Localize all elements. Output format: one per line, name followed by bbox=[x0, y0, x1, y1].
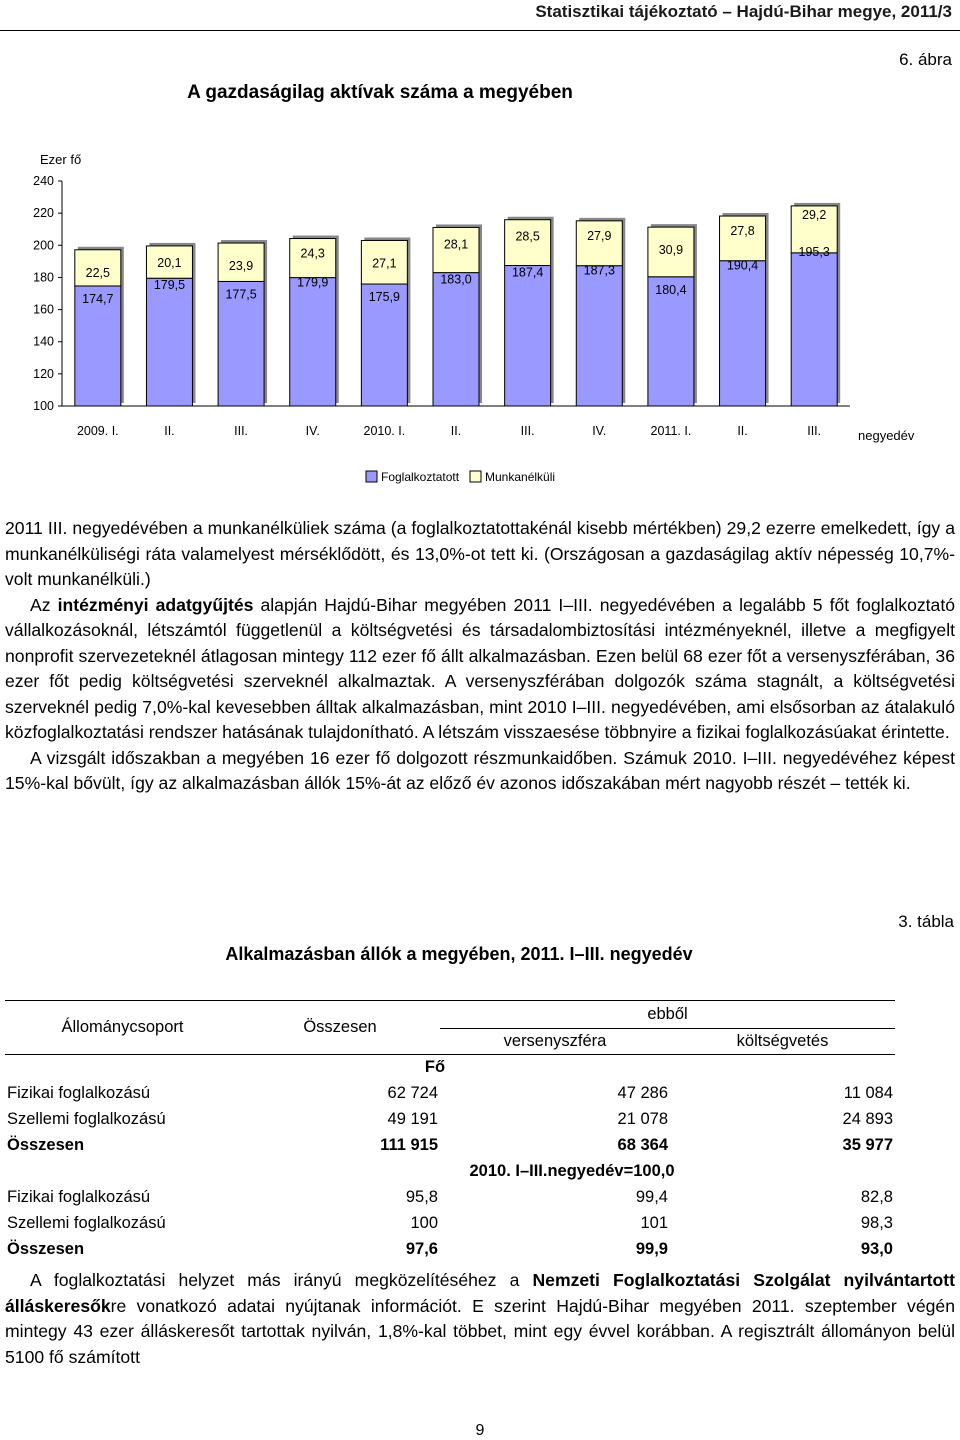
cell-koltsegvetes: 98,3 bbox=[860, 1214, 893, 1232]
data-label-munkanelkuli: 24,3 bbox=[300, 246, 325, 261]
cell-total: 111 915 bbox=[380, 1136, 438, 1154]
row-label: Fizikai foglalkozású bbox=[7, 1188, 151, 1206]
cell-koltsegvetes: 35 977 bbox=[842, 1136, 893, 1154]
data-label-munkanelkuli: 28,5 bbox=[515, 229, 540, 244]
cell-versenyszfera: 99,4 bbox=[635, 1188, 668, 1206]
data-label-foglalkoztatott: 179,5 bbox=[153, 278, 186, 293]
data-label-foglalkoztatott: 174,7 bbox=[82, 291, 114, 306]
data-label-munkanelkuli: 28,1 bbox=[443, 237, 469, 252]
x-tick-label: III. bbox=[520, 424, 535, 438]
bars bbox=[75, 203, 840, 406]
cell-versenyszfera: 47 286 bbox=[617, 1084, 668, 1102]
paragraph-unemployment: 2011 III. negyedévében a munkanélküliek száma (a foglalkoztatottakénál kisebb mértékben) 29,2 ezerre emelkedett, így a munkanélküliségi ráta valamelyest mérséklődött, és 13,0%-ot tett ki. (Országosan a gazdaságilag aktív népesség 10,7%-volt munkanélküli.) bbox=[5, 518, 955, 589]
cell-total: 97,6 bbox=[405, 1240, 438, 1258]
cell-koltsegvetes: 82,8 bbox=[860, 1188, 893, 1206]
paragraph-employment-text: alapján Hajdú-Bihar megyében 2011 I–III. negyedévében a legalább 5 főt foglalkoztató vállalkozásoknál, létszámtól függetlenül a költségvetési és társadalombiztosítási intézményeknél, illetve a megfigyelt nonprofit szervezeteknél átlagosan mintegy 112 ezer fő állt alkalmazásban. Ezen belül 68 ezer főt a versenyszférában, 36 ezer főt pedig költségvetési szerveknél alkalmaztak. A versenyszférában dolgozók száma stagnált, a költségvetési szerveknél pedig 7,0%-kal kevesebben álltak alkalmazásban, mint 2010 I–III. negyedévében, ami elsősorban az átalakuló közfoglalkoztatási rendszer hatásának tulajdonítható. A létszám visszaesése többnyire a fizikai foglalkozásúakat érintette. bbox=[5, 594, 956, 742]
data-label-foglalkoztatott: 195,3 bbox=[798, 244, 830, 259]
col-header-koltsegvetes: költségvetés bbox=[670, 1029, 895, 1055]
x-tick-label: III. bbox=[807, 424, 822, 438]
y-axis bbox=[33, 174, 62, 413]
cell-koltsegvetes: 93,0 bbox=[860, 1240, 893, 1258]
y-tick-label: 240 bbox=[33, 174, 54, 188]
bar-foglalkoztatott bbox=[433, 273, 479, 406]
bar-munkanelkuli bbox=[720, 216, 766, 261]
y-axis-label: Ezer fő bbox=[40, 152, 82, 167]
unit-label-persons: Fő bbox=[424, 1058, 446, 1077]
data-label-foglalkoztatott: 179,9 bbox=[297, 275, 329, 290]
y-tick-label: 160 bbox=[33, 302, 54, 317]
cell-total: 95,8 bbox=[405, 1188, 438, 1206]
stacked-bar-chart bbox=[0, 140, 960, 500]
paragraph-employment-lead: Az bbox=[30, 594, 58, 615]
data-label-munkanelkuli: 27,8 bbox=[730, 224, 755, 239]
row-label: Összesen bbox=[7, 1136, 85, 1154]
table-row bbox=[5, 1081, 895, 1107]
x-tick-label: II. bbox=[450, 424, 462, 438]
y-tick-label: 180 bbox=[33, 270, 54, 285]
x-tick-label: IV. bbox=[592, 424, 607, 438]
bar-foglalkoztatott bbox=[146, 278, 192, 406]
body-text-1 bbox=[5, 516, 955, 797]
cell-versenyszfera: 21 078 bbox=[617, 1110, 668, 1128]
employment-table bbox=[5, 1000, 895, 1263]
y-tick-label: 200 bbox=[33, 238, 54, 253]
paragraph-employment bbox=[5, 593, 955, 746]
cell-versenyszfera: 99,9 bbox=[635, 1240, 668, 1258]
data-label-munkanelkuli: 27,1 bbox=[372, 256, 397, 271]
cell-total: 100 bbox=[410, 1214, 438, 1232]
legend-swatch bbox=[366, 471, 377, 482]
row-label: Szellemi foglalkozású bbox=[7, 1214, 166, 1232]
cell-total: 62 724 bbox=[387, 1084, 438, 1102]
paragraph-parttime: A vizsgált időszakban a megyében 16 ezer fő dolgozott részmunkaidőben. Számuk 2010. I–III. negyedévéhez képest 15%-kal bővült, így az alkalmazásban állók 15%-át az előző év azonos időszakában mért nagyobb részét – tették ki. bbox=[5, 747, 955, 793]
y-tick-label: 220 bbox=[33, 206, 54, 221]
x-axis bbox=[62, 406, 850, 438]
legend-label: Munkanélküli bbox=[485, 470, 556, 484]
header-title: Statisztikai tájékoztató – Hajdú-Bihar megye, 2011/3 bbox=[535, 2, 952, 21]
x-tick-label: III. bbox=[234, 424, 249, 438]
table-row bbox=[5, 1211, 895, 1237]
cell-versenyszfera: 68 364 bbox=[617, 1136, 668, 1154]
body-text-2 bbox=[5, 1268, 955, 1370]
paragraph-jobseekers-text: re vonatkozó adatai nyújtanak információt. E szerint Hajdú-Bihar megyében 2011. szeptember végén mintegy 43 ezer álláskeresőt tartottak nyilván, 1,8%-kal többet, mint egy évvel korábban. A regisztrált állományon belül 5100 fő számított bbox=[5, 1295, 955, 1367]
unit-row-index bbox=[5, 1159, 895, 1185]
legend-label: Foglalkoztatott bbox=[381, 470, 460, 484]
table-row bbox=[5, 1185, 895, 1211]
paragraph-jobseekers bbox=[5, 1268, 955, 1370]
data-label-foglalkoztatott: 183,0 bbox=[440, 272, 472, 287]
y-tick-label: 100 bbox=[33, 399, 54, 413]
col-header-group: Állománycsoport bbox=[5, 1001, 240, 1055]
table-row-total bbox=[5, 1133, 895, 1159]
data-label-foglalkoztatott: 187,3 bbox=[583, 263, 615, 278]
bar-munkanelkuli bbox=[576, 221, 622, 266]
col-header-versenyszfera: versenyszféra bbox=[440, 1029, 670, 1055]
data-label-foglalkoztatott: 180,4 bbox=[655, 282, 687, 297]
data-label-foglalkoztatott: 175,9 bbox=[368, 290, 401, 305]
table-title-text: Alkalmazásban állók a megyében, 2011. I–III. negyedév bbox=[225, 944, 693, 964]
cell-koltsegvetes: 11 084 bbox=[843, 1084, 893, 1102]
x-tick-label: IV. bbox=[305, 424, 320, 438]
x-axis-label: negyedév bbox=[858, 428, 915, 443]
data-label-foglalkoztatott: 177,5 bbox=[225, 287, 257, 302]
table-label: 3. tábla bbox=[898, 912, 954, 931]
x-tick-label: 2009. I. bbox=[76, 424, 119, 438]
data-label-munkanelkuli: 22,5 bbox=[85, 265, 110, 280]
table-row bbox=[5, 1107, 895, 1133]
data-label-munkanelkuli: 30,9 bbox=[658, 243, 684, 258]
col-header-of-which: ebből bbox=[440, 1001, 895, 1029]
figure-label: 6. ábra bbox=[899, 50, 952, 69]
col-header-total: Összesen bbox=[240, 1001, 440, 1055]
table-title bbox=[0, 944, 960, 965]
bar-foglalkoztatott bbox=[576, 263, 622, 406]
bar-foglalkoztatott bbox=[290, 275, 336, 406]
paragraph-jobseekers-bold: Nemzeti Foglalkoztatási Szolgálat nyilvántartott álláskeresők bbox=[5, 1270, 955, 1316]
row-label: Fizikai foglalkozású bbox=[7, 1084, 151, 1102]
data-label-munkanelkuli: 20,1 bbox=[157, 255, 182, 270]
y-tick-label: 140 bbox=[33, 334, 54, 349]
bar-foglalkoztatott bbox=[720, 258, 766, 406]
x-tick-label: 2011. I. bbox=[650, 424, 692, 438]
data-label-foglalkoztatott: 190,4 bbox=[726, 258, 759, 273]
page-number: 9 bbox=[475, 1422, 485, 1439]
cell-versenyszfera: 101 bbox=[640, 1214, 668, 1232]
data-label-munkanelkuli: 23,9 bbox=[228, 259, 254, 274]
y-tick-label: 120 bbox=[33, 366, 54, 381]
chart-title: A gazdaságilag aktívak száma a megyében bbox=[187, 82, 573, 103]
legend bbox=[366, 470, 555, 484]
paragraph-jobseekers-lead: A foglalkoztatási helyzet más irányú megközelítéséhez a bbox=[30, 1270, 533, 1290]
paragraph-employment-bold: intézményi adatgyűjtés bbox=[57, 594, 254, 615]
data-label-foglalkoztatott: 187,4 bbox=[511, 265, 544, 280]
cell-koltsegvetes: 24 893 bbox=[842, 1110, 893, 1128]
bar-foglalkoztatott bbox=[791, 253, 837, 406]
x-tick-label: II. bbox=[164, 424, 175, 438]
table-row-total bbox=[5, 1237, 895, 1263]
row-label: Összesen bbox=[7, 1240, 85, 1258]
data-label-munkanelkuli: 27,9 bbox=[587, 228, 612, 243]
unit-row-persons bbox=[5, 1055, 895, 1081]
data-label-munkanelkuli: 29,2 bbox=[802, 207, 827, 222]
legend-swatch bbox=[470, 471, 481, 482]
bar-foglalkoztatott bbox=[505, 266, 551, 406]
unit-label-index: 2010. I–III.negyedév=100,0 bbox=[469, 1162, 675, 1180]
header-rule bbox=[0, 30, 960, 31]
x-tick-label: II. bbox=[737, 424, 748, 438]
cell-total: 49 191 bbox=[387, 1110, 438, 1128]
row-label: Szellemi foglalkozású bbox=[7, 1110, 166, 1128]
x-tick-label: 2010. I. bbox=[363, 424, 406, 438]
